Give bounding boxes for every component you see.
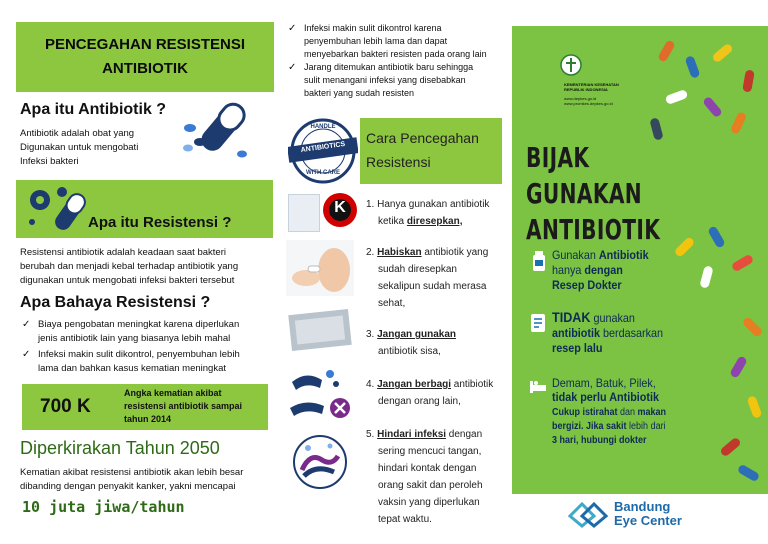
step-number: 2. [366, 247, 375, 258]
pill-icon [747, 395, 763, 419]
forecast-heading: Diperkirakan Tahun 2050 [20, 438, 220, 458]
resistance-text [20, 246, 275, 288]
pill-icon [685, 55, 701, 79]
prevention-banner [360, 118, 502, 184]
what-resistance-heading: Apa itu Resistensi ? [88, 214, 232, 231]
step-emphasis: diresepkan, [406, 216, 463, 227]
step-text: dengan orang lain, [378, 396, 461, 407]
pill-icon [665, 89, 689, 105]
step-number: 4. [366, 379, 375, 390]
step-number: 5. [366, 429, 375, 440]
k-symbol-letter: K [334, 199, 346, 216]
text-line: ✓ Biaya pengobatan meningkat karena diperlukan [38, 319, 240, 330]
bed-icon [529, 379, 547, 395]
step-text: ketika [378, 216, 407, 227]
step-2 [366, 244, 508, 312]
top-bullet [288, 22, 513, 61]
danger-list [22, 318, 272, 376]
step-text: dengan [446, 429, 483, 440]
title-banner [16, 22, 274, 92]
tip-emphasis: Antibiotik [598, 248, 649, 262]
tip-text: dan [620, 407, 636, 418]
capsule-pills-icon [180, 98, 260, 160]
step-text: vaksin yang diperlukan [378, 497, 480, 508]
text-line: ✓ Jarang ditemukan antibiotik baru sehingga [304, 62, 474, 72]
tip-text: Gunakan [552, 248, 599, 262]
text-line: lama dan bahkan kasus kematian meningkat [38, 363, 227, 374]
tip-emphasis: antibiotik [552, 326, 604, 340]
stat-text [124, 387, 242, 426]
step-emphasis: Jangan berbagi [377, 379, 452, 390]
text-line: jenis antibiotik lain yang biasanya lebih mahal [38, 333, 231, 344]
tip-emphasis: tidak perlu Antibiotik [552, 390, 660, 404]
top-bullets [288, 22, 513, 100]
text-line: Digunakan untuk mengobati [20, 142, 139, 153]
poster-headline [526, 140, 700, 248]
heading-line: Cara Pencegahan [366, 130, 479, 146]
step-text: sering mencuci tangan, [378, 446, 482, 457]
prevention-heading [366, 126, 479, 174]
text-line: digunakan untuk mengobati infeksi bakteri tersebut [20, 275, 235, 286]
step-text: orang sakit dan peroleh [378, 480, 483, 491]
tip-2 [552, 310, 663, 356]
pill-icon [730, 111, 747, 135]
pill-icon [699, 265, 713, 289]
text-line: REPUBLIK INDONESIA [564, 87, 608, 92]
step-number: 1. [366, 199, 375, 210]
bacteria-capsule-icon [22, 182, 92, 234]
title-line-2: ANTIBIOTIK [102, 60, 188, 77]
text-line: menyebarkan bakteri resisten pada orang lain [304, 49, 487, 59]
danger-heading: Apa Bahaya Resistensi ? [20, 294, 211, 311]
step-emphasis: Habiskan [377, 247, 422, 258]
prescription-icon [530, 313, 546, 333]
pill-icon [711, 42, 734, 63]
step-text: Hanya gunakan antibiotik [377, 199, 490, 210]
resistance-banner [16, 180, 273, 238]
stat-box [22, 384, 268, 430]
step-1 [366, 196, 508, 230]
tip-emphasis: TIDAK [552, 309, 591, 325]
forecast-big: 10 juta jiwa/tahun [22, 498, 185, 516]
pill-icon [719, 436, 742, 457]
pill-icon [742, 316, 764, 338]
step-3 [366, 326, 508, 360]
tip-emphasis: Cukup istirahat [552, 407, 621, 418]
step-number: 3. [366, 329, 375, 340]
step-text: hindari kontak dengan [378, 463, 477, 474]
headline-line: BIJAK GUNAKAN [526, 141, 643, 210]
pill-icon [702, 96, 723, 119]
step-4 [366, 376, 508, 410]
text-line: ✓ Infeksi makin sulit dikontrol karena [304, 23, 442, 33]
text-line: berubah dan menjadi kebal terhadap antibiotik yang [20, 261, 239, 272]
handle-with-care-badge [288, 118, 358, 184]
step-text: sekalipun sudah merasa [378, 281, 487, 292]
heading-line: Resistensi [366, 154, 431, 170]
forecast-text [20, 466, 276, 494]
pill-icon [742, 69, 755, 92]
what-antibiotic-heading: Apa itu Antibiotik ? [20, 101, 167, 118]
text-line: ✓ Infeksi makin sulit dikontrol, penyembuhan lebih [38, 349, 240, 360]
text-line: Infeksi bakteri [20, 156, 79, 167]
text-line: Antibiotik adalah obat yang [20, 128, 135, 139]
ministry-logo-icon [560, 54, 582, 76]
tip-emphasis: Resep Dokter [552, 278, 622, 292]
danger-bullet [22, 348, 272, 376]
tip-1 [552, 248, 649, 293]
prescription-paper-image [288, 194, 320, 232]
tip-text: gunakan [590, 311, 635, 325]
pill-taking-image [286, 240, 354, 296]
text-line: KEMENTERIAN KESEHATAN [564, 82, 619, 87]
pill-icon [729, 355, 748, 379]
danger-bullet [22, 318, 272, 346]
headline-line: ANTIBIOTIK [526, 213, 661, 246]
tip-3 [552, 376, 666, 448]
step-text: antibiotik [451, 379, 494, 390]
brand-name [614, 500, 682, 528]
badge-top-text: HANDLE [310, 124, 336, 130]
tip-emphasis: bergizi. Jika sakit [552, 421, 630, 432]
pill-icon [731, 254, 755, 273]
stat-number: 700 K [40, 396, 91, 417]
text-line: sulit menangani infeksi yang disebabkan [304, 75, 466, 85]
hand-washing-icon [286, 434, 354, 490]
step-text: sudah diresepkan [378, 264, 457, 275]
text-line: Kematian akibat resistensi antibiotik akan lebih besar [20, 467, 244, 478]
text-line: resistensi antibiotik sampai [124, 401, 243, 411]
text-line: tahun 2014 [124, 414, 172, 424]
tip-text: berdasarkan [603, 326, 664, 340]
blister-pack-image [286, 306, 354, 354]
brand-line: Bandung [614, 499, 671, 514]
bandung-eye-center-logo-icon [566, 498, 610, 528]
tip-emphasis: dengan [584, 263, 623, 277]
tip-text: hanya [552, 263, 585, 277]
tip-text: Demam, Batuk, Pilek, [552, 376, 656, 390]
top-bullet [288, 61, 513, 100]
title-line-1: PENCEGAHAN RESISTENSI [44, 36, 246, 53]
step-5 [366, 426, 508, 528]
medicine-bottle-icon [532, 250, 546, 272]
badge-mid-text: ANTIBIOTICS [300, 140, 346, 155]
pill-icon [657, 39, 676, 63]
tip-emphasis: 3 hari, hubungi dokter [552, 435, 647, 446]
text-line: www.depkes.go.id [564, 96, 597, 101]
brand-line: Eye Center [614, 513, 682, 528]
tip-emphasis: makan [635, 407, 667, 418]
step-text: antibiotik sisa, [378, 346, 441, 357]
badge-bottom-text: WITH CARE [306, 170, 340, 176]
what-antibiotic-text [20, 127, 180, 169]
pill-icon [737, 464, 761, 483]
step-emphasis: Jangan gunakan [377, 329, 457, 340]
step-emphasis: Hindari infeksi [377, 429, 447, 440]
pill-icon [707, 225, 726, 249]
text-line: dibanding dengan penyakit kanker, yakni mencapai [20, 481, 236, 492]
text-line: bakteri yang sudah resisten [304, 88, 415, 98]
step-text: sehat, [378, 298, 406, 309]
step-text: antibiotik yang [421, 247, 489, 258]
text-line: penyembuhan lebih lama dan dapat [304, 36, 448, 46]
website-text [564, 96, 613, 106]
antibiotic-poster [512, 26, 768, 494]
no-sharing-icon [286, 364, 354, 422]
ministry-text [564, 82, 619, 92]
tip-text: lebih dari [629, 421, 666, 432]
tip-emphasis: resep lalu [552, 341, 603, 355]
step-text: tepat waktu. [378, 514, 432, 525]
pill-icon [649, 117, 663, 141]
text-line: Angka kematian akibat [124, 388, 222, 398]
text-line: Resistensi antibiotik adalah keadaan saat bakteri [20, 247, 226, 258]
text-line: www.promkes.depkes.go.id [564, 101, 613, 106]
